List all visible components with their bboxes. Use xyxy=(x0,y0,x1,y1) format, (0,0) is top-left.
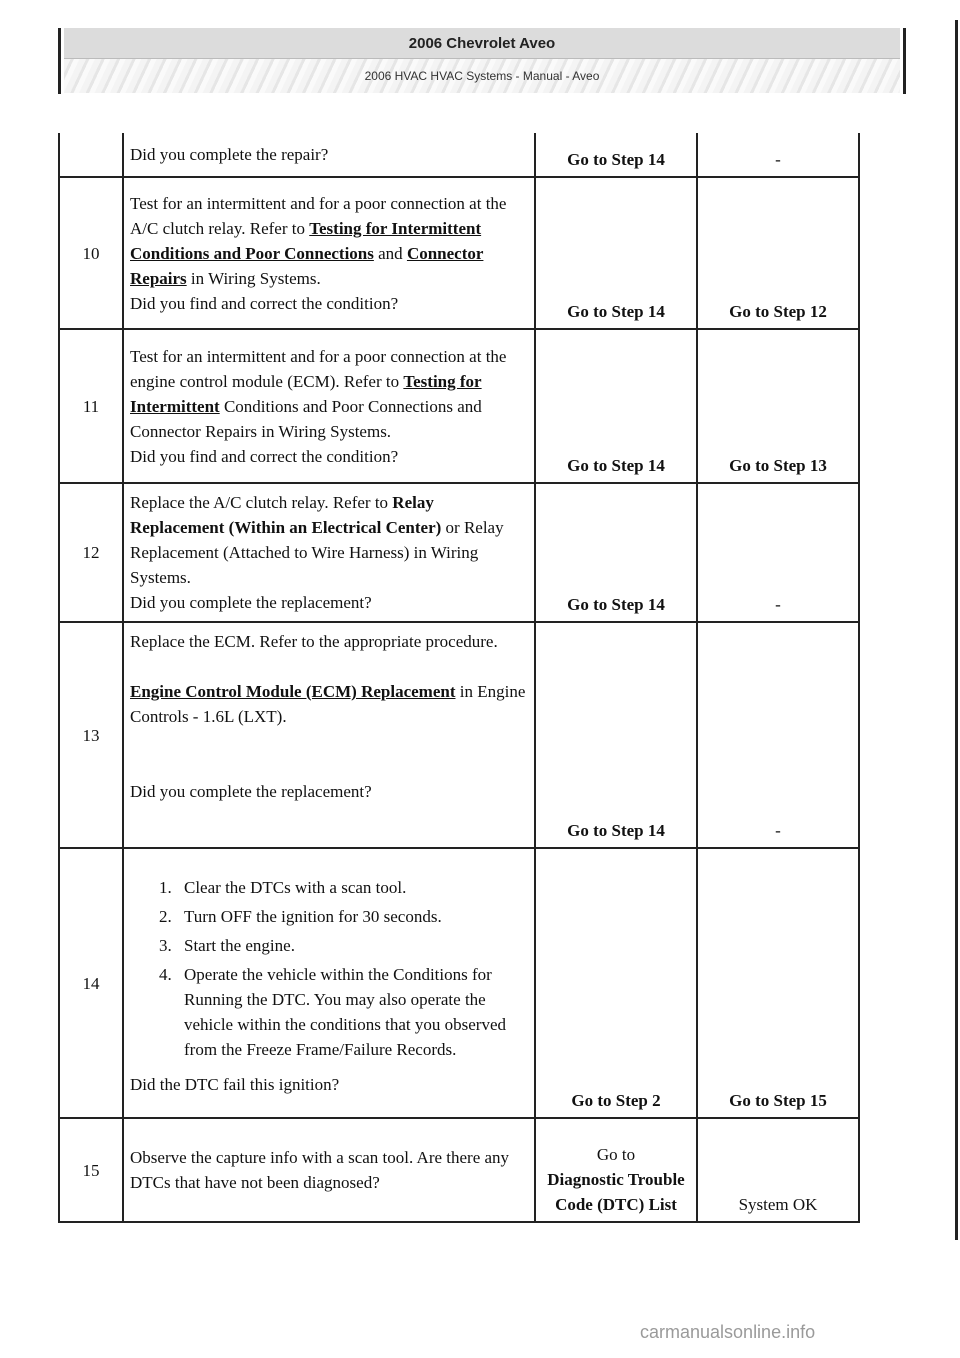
list-item: 4. Operate the vehicle within the Conditions for Running the DTC. You may also operate the vehicle within the conditions that you observed from the Freeze Frame/Failure Records. xyxy=(176,962,528,1062)
yes-cell xyxy=(535,1118,697,1222)
table-row xyxy=(59,1118,859,1222)
step-number: 10 xyxy=(59,177,123,329)
question-text: Did you complete the replacement? xyxy=(130,593,372,612)
action-text-2: in Engine Controls - 1.6L (LXT). xyxy=(130,682,526,726)
no-cell xyxy=(697,848,859,1118)
table-row xyxy=(59,848,859,1118)
and-text: and xyxy=(378,243,403,263)
step-number xyxy=(59,133,123,177)
action-text: Replace the ECM. Refer to the appropriate procedure. xyxy=(130,632,498,651)
action-text-2: in Wiring Systems. xyxy=(190,268,321,288)
no-cell: System OK xyxy=(697,1118,859,1222)
question-text: Did you find and correct the condition? xyxy=(130,293,399,313)
action-text: Replace the A/C clutch relay. Refer to xyxy=(130,493,389,512)
question-text: Did the DTC fail this ignition? xyxy=(130,1075,340,1094)
question-text: Did you find and correct the condition? xyxy=(130,446,399,466)
list-item: 3. Start the engine. xyxy=(176,933,528,958)
step-number: 14 xyxy=(59,848,123,1118)
testing-intermittent-link[interactable]: Testing for Intermittent xyxy=(130,371,482,416)
step-number: 15 xyxy=(59,1118,123,1222)
go-to-text: Go to xyxy=(596,1145,636,1164)
table-row xyxy=(59,177,859,329)
no-cell: - xyxy=(697,622,859,848)
action-cell xyxy=(123,483,535,622)
yes-cell xyxy=(535,133,697,177)
step-number: 11 xyxy=(59,329,123,483)
action-text: Observe the capture info with a scan tool. Are there any DTCs that have not been diagnosed? xyxy=(130,1148,510,1192)
yes-link[interactable]: Go to Step 14 xyxy=(567,821,665,840)
action-cell xyxy=(123,622,535,848)
yes-cell xyxy=(535,622,697,848)
yes-link[interactable]: Go to Step 14 xyxy=(567,150,665,169)
action-text-2: Conditions and Poor Connections and Connector Repairs in Wiring Systems. xyxy=(130,396,482,441)
no-cell: - xyxy=(697,483,859,622)
table-row xyxy=(59,133,859,177)
action-cell xyxy=(123,848,535,1118)
action-text-2: or Relay Replacement (Attached to Wire Harness) in Wiring Systems. xyxy=(130,518,504,587)
action-cell xyxy=(123,329,535,483)
no-cell xyxy=(697,329,859,483)
yes-cell xyxy=(535,329,697,483)
action-cell xyxy=(123,1118,535,1222)
table-row xyxy=(59,329,859,483)
yes-link[interactable]: Go to Step 14 xyxy=(567,595,665,614)
watermark: carmanualsonline.info xyxy=(640,1322,816,1342)
step-number: 13 xyxy=(59,622,123,848)
relay-replacement-link[interactable]: Relay Replacement (Within an Electrical Center) xyxy=(130,493,442,537)
yes-link[interactable]: Go to Step 14 xyxy=(567,302,665,321)
dtc-list-link[interactable]: Diagnostic Trouble Code (DTC) List xyxy=(547,1170,685,1214)
action-text: Test for an intermittent and for a poor connection at the A/C clutch relay. Refer to xyxy=(130,193,507,238)
action-cell xyxy=(123,177,535,329)
list-item: 2. Turn OFF the ignition for 30 seconds. xyxy=(176,904,528,929)
yes-link[interactable]: Go to Step 14 xyxy=(567,456,665,475)
step-number: 12 xyxy=(59,483,123,622)
question-text: Did you complete the replacement? xyxy=(130,782,372,801)
diagnostic-table xyxy=(58,133,860,1223)
question-text: Did you complete the repair? xyxy=(130,145,329,164)
list-item: 1. Clear the DTCs with a scan tool. xyxy=(176,875,528,900)
table-row xyxy=(59,483,859,622)
testing-intermittent-link[interactable]: Testing for Intermittent Conditions and Poor Connections xyxy=(130,218,482,263)
action-text: Test for an intermittent and for a poor connection at the engine control module (ECM). Refer to xyxy=(130,346,507,391)
procedure-list xyxy=(130,875,528,1062)
yes-link[interactable]: Go to Step 2 xyxy=(571,1091,661,1110)
no-cell xyxy=(697,177,859,329)
yes-cell xyxy=(535,848,697,1118)
yes-cell xyxy=(535,177,697,329)
table-row xyxy=(59,622,859,848)
no-link[interactable]: Go to Step 13 xyxy=(729,456,827,475)
connector-repairs-link[interactable]: Connector Repairs xyxy=(130,243,484,288)
yes-cell xyxy=(535,483,697,622)
action-cell xyxy=(123,133,535,177)
no-link[interactable]: Go to Step 15 xyxy=(729,1091,827,1110)
ecm-replacement-link[interactable]: Engine Control Module (ECM) Replacement xyxy=(130,682,456,701)
header-title: 2006 Chevrolet Aveo xyxy=(64,28,900,59)
page-edge-line xyxy=(955,20,958,1240)
no-link[interactable]: Go to Step 12 xyxy=(729,302,827,321)
header-subtitle: 2006 HVAC HVAC Systems - Manual - Aveo xyxy=(64,59,900,93)
page-header xyxy=(58,28,906,94)
no-cell: - xyxy=(697,133,859,177)
